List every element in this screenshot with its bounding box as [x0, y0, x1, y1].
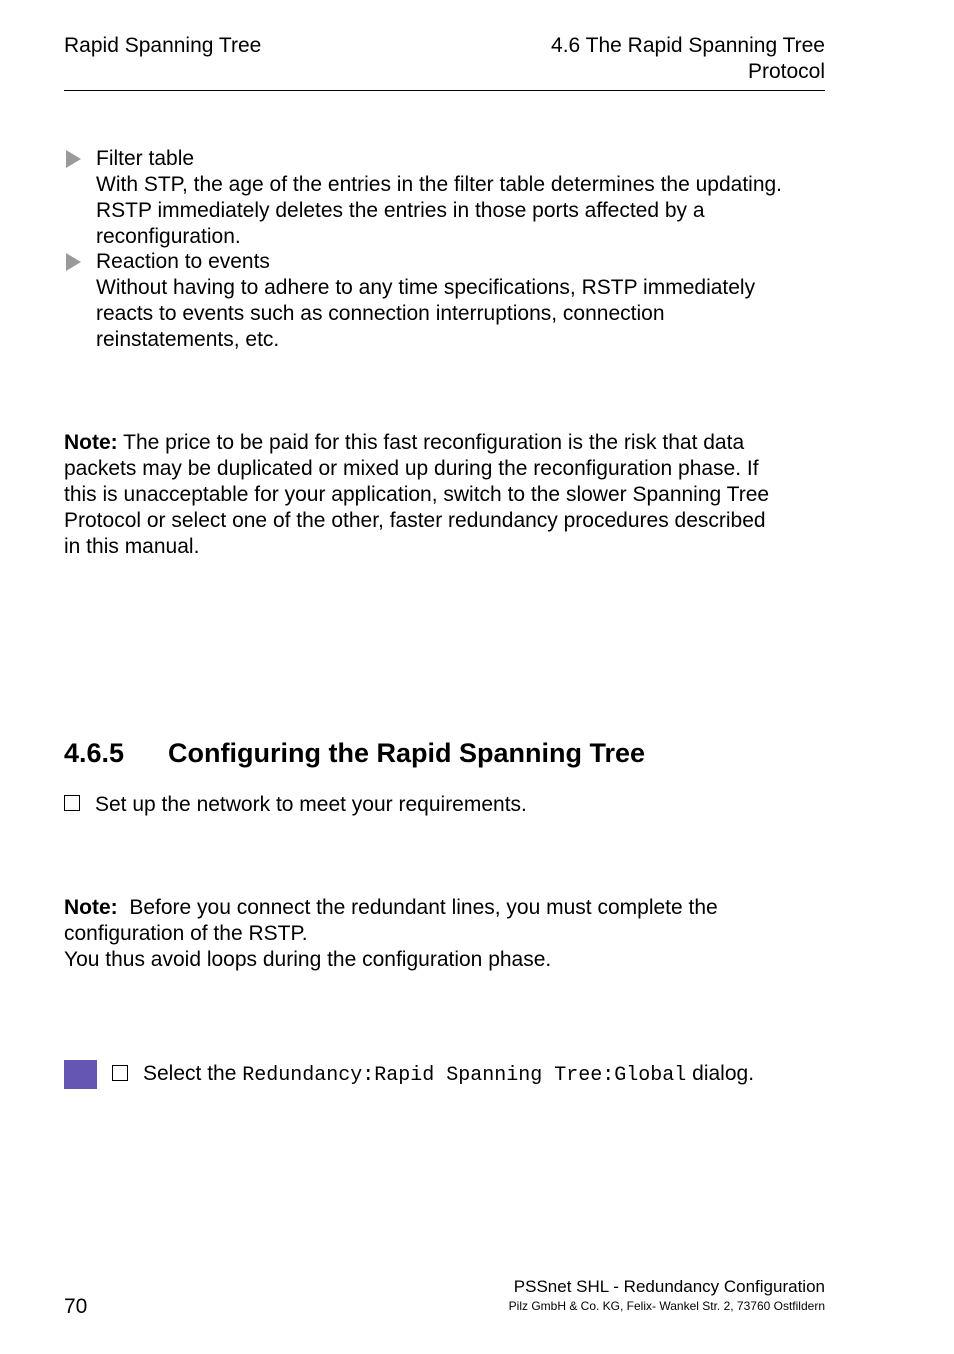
note-text: configuration of the RSTP.: [64, 922, 308, 945]
running-header-section-line1: 4.6 The Rapid Spanning Tree: [551, 34, 825, 57]
bullet-triangle-icon: [66, 253, 81, 271]
section-number: 4.6.5: [64, 738, 125, 768]
instruction-text: [143, 1060, 754, 1090]
instruction-prefix: Select the: [143, 1062, 243, 1085]
bullet-body-line: Without having to adhere to any time specifications, RSTP immediately: [96, 276, 756, 299]
section-title: Configuring the Rapid Spanning Tree: [168, 738, 645, 768]
bullet-title: Filter table: [96, 147, 195, 170]
note-text: You thus avoid loops during the configuration phase.: [64, 948, 552, 971]
instruction-suffix: dialog.: [686, 1062, 755, 1085]
note-text: Protocol or select one of the other, faster redundancy procedures described: [64, 509, 766, 532]
note-text: packets may be duplicated or mixed up during the reconfiguration phase. If: [64, 457, 759, 480]
note-label: Note:: [64, 896, 118, 919]
running-header-chapter: Rapid Spanning Tree: [64, 34, 262, 57]
note-text: in this manual.: [64, 535, 200, 558]
note-label: Note:: [64, 431, 118, 454]
bullet-filter-table: [64, 146, 834, 250]
bullet-triangle-icon: [66, 150, 81, 168]
web-interface-marker-icon: [64, 1060, 97, 1089]
header-divider: [64, 90, 825, 91]
bullet-body-line: reacts to events such as connection interruptions, connection: [96, 302, 665, 325]
running-header-section-line2: Protocol: [747, 60, 825, 83]
bullet-body-line: RSTP immediately deletes the entries in those ports affected by a: [96, 199, 705, 222]
note-text: The price to be paid for this fast reconfiguration is the risk that data: [117, 431, 745, 454]
footer-document-title: PSSnet SHL - Redundancy Configuration: [513, 1277, 825, 1296]
bullet-reaction-to-events: [64, 249, 834, 353]
checkbox-icon: [64, 795, 80, 811]
instruction-step-setup-network: [64, 792, 527, 818]
section-heading: [64, 736, 645, 770]
running-header-section: [405, 33, 825, 85]
instruction-text: Set up the network to meet your requirements.: [95, 793, 527, 816]
footer-company-address: Pilz GmbH & Co. KG, Felix- Wankel Str. 2, 73760 Ostfildern: [508, 1299, 825, 1313]
dialog-path: Redundancy:Rapid Spanning Tree:Global: [242, 1064, 687, 1087]
bullet-title: Reaction to events: [96, 250, 270, 273]
page-number: 70: [64, 1295, 88, 1318]
bullet-body-line: reconfiguration.: [96, 225, 241, 248]
bullet-body-line: With STP, the age of the entries in the filter table determines the updating.: [96, 173, 783, 196]
bullet-body-line: reinstatements, etc.: [96, 328, 280, 351]
note-text: Before you connect the redundant lines, you must complete the: [117, 896, 718, 919]
checkbox-icon: [112, 1065, 128, 1081]
note-connect-redundant-lines: [64, 895, 829, 973]
note-reconfiguration-risk: [64, 430, 829, 560]
note-text: this is unacceptable for your application, switch to the slower Spanning Tree: [64, 483, 770, 506]
